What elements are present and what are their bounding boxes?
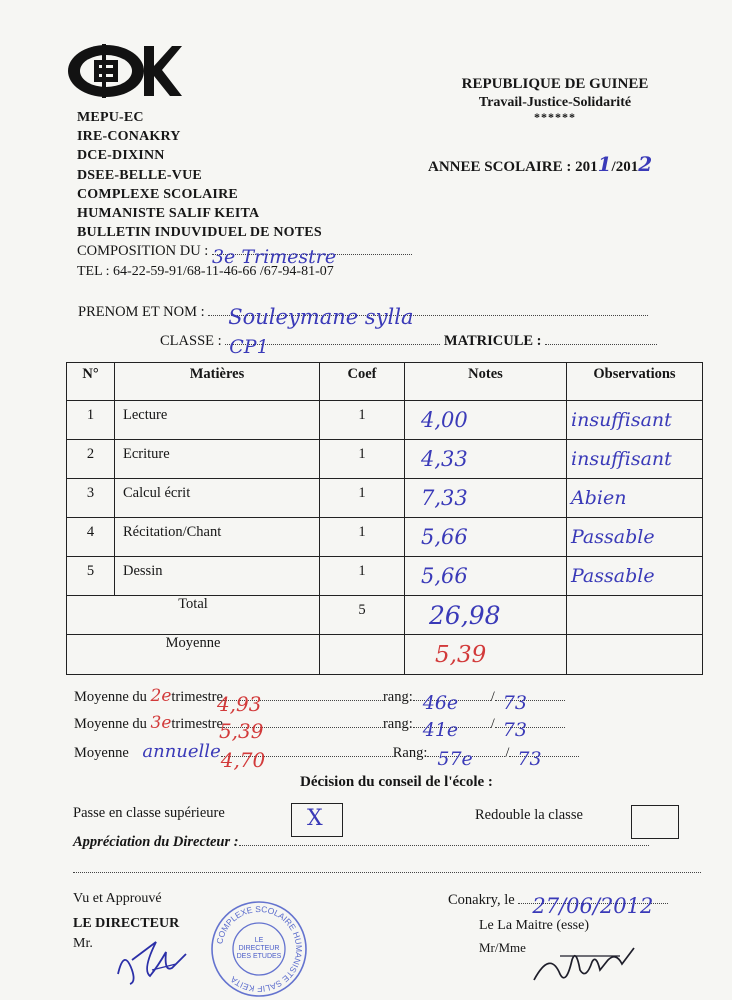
matricule-label: MATRICULE :: [443, 333, 542, 349]
average-value: 5,39: [405, 635, 567, 675]
total-coef: 5: [320, 596, 405, 635]
student-name-value: Souleymane sylla: [228, 305, 414, 329]
row-number: 4: [67, 518, 115, 557]
composition-label: COMPOSITION DU :: [77, 243, 209, 259]
row-number: 2: [67, 440, 115, 479]
stars: ******: [534, 110, 576, 124]
row-subject: Récitation/Chant: [115, 518, 320, 557]
row-number: 3: [67, 479, 115, 518]
header-line: IRE-CONAKRY: [77, 129, 181, 145]
header-observations: Observations: [567, 363, 703, 401]
motto: Travail-Justice-Solidarité: [478, 95, 632, 110]
header-number: N°: [67, 363, 115, 401]
row-subject: Dessin: [115, 557, 320, 596]
rank-label: rang:: [382, 716, 413, 732]
rank-value: 41e: [422, 719, 459, 741]
average-suffix: trimestre: [171, 716, 223, 732]
composition-value: 3e Trimestre: [211, 246, 337, 268]
republic-header: [420, 76, 690, 125]
repeat-label: Redouble la classe: [475, 807, 583, 823]
institution-header: [77, 108, 322, 242]
rank-label: Rang:: [392, 745, 428, 761]
school-year-digit: 2: [638, 152, 653, 176]
row-observation: Abien: [567, 479, 703, 518]
student-name-label: PRENOM ET NOM :: [78, 304, 205, 320]
rank-total: 73: [502, 719, 527, 741]
row-observation: Passable: [567, 518, 703, 557]
republic-name: REPUBLIQUE DE GUINEE: [461, 76, 649, 92]
svg-text:LE: LE: [254, 937, 264, 944]
total-value: 26,98: [405, 596, 567, 635]
class-label: CLASSE :: [160, 333, 222, 349]
row-number: 5: [67, 557, 115, 596]
total-row: [67, 596, 703, 635]
term2-average-line: Moyenne du 2etrimestre 4,93 rang: 46e / 73: [74, 686, 565, 706]
decision-title: Décision du conseil de l'école :: [300, 774, 493, 790]
director-appreciation-label: Appréciation du Directeur :: [73, 834, 239, 850]
class-line: [160, 333, 657, 358]
row-subject: Calcul écrit: [115, 479, 320, 518]
school-year-label: ANNEE SCOLAIRE : 201: [428, 159, 598, 175]
rank-total: 73: [502, 692, 527, 714]
director-title: LE DIRECTEUR: [73, 916, 180, 931]
stamp-ring-text: COMPLEXE SCOLAIRE HUMANISTE SALIF KEITA: [214, 903, 305, 995]
row-note: 4,00: [405, 401, 567, 440]
average-observation: [567, 635, 703, 675]
average-prefix: Moyenne du: [74, 689, 151, 705]
row-coef: 1: [320, 518, 405, 557]
school-year-mid: /201: [611, 159, 639, 175]
average-prefix: Moyenne: [74, 745, 133, 761]
annual-label: annuelle: [142, 741, 221, 762]
average-value: 4,70: [220, 748, 266, 772]
average-label: Moyenne: [67, 635, 320, 675]
table-row: [67, 401, 703, 440]
teacher-signature: [530, 930, 640, 990]
header-subject: Matières: [115, 363, 320, 401]
header-notes: Notes: [405, 363, 567, 401]
row-note: 5,66: [405, 557, 567, 596]
row-note: 4,33: [405, 440, 567, 479]
row-observation: Passable: [567, 557, 703, 596]
rank-value: 57e: [437, 748, 473, 770]
rank-total: 73: [517, 748, 542, 770]
average-value: 5,39: [218, 719, 264, 743]
director-signature: [112, 930, 202, 990]
composition-line: [77, 243, 412, 268]
rank-value: 46e: [422, 692, 459, 714]
annual-average-line: Moyenne annuelle 4,70 Rang: 57e / 73: [74, 741, 579, 762]
place-label: Conakry, le: [448, 892, 515, 908]
svg-text:DIRECTEUR: DIRECTEUR: [238, 945, 280, 952]
row-coef: 1: [320, 401, 405, 440]
header-line: MEPU-EC: [77, 110, 144, 125]
header-line: HUMANISTE SALIF KEITA: [77, 206, 260, 222]
svg-text:DES ETUDES: DES ETUDES: [236, 953, 282, 960]
grades-table: [66, 362, 702, 674]
row-observation: insuffisant: [567, 401, 703, 440]
teacher-mr: Mr/Mme: [479, 940, 526, 955]
row-subject: Lecture: [115, 401, 320, 440]
total-observation: [567, 596, 703, 635]
pass-check-mark: X: [307, 806, 323, 831]
header-line: DCE-DIXINN: [77, 148, 165, 164]
average-coef: [320, 635, 405, 675]
row-observation: insuffisant: [567, 440, 703, 479]
table-row: [67, 518, 703, 557]
bulletin-title: BULLETIN INDUVIDUEL DE NOTES: [77, 225, 322, 241]
school-year: [428, 152, 652, 176]
director-mr: Mr.: [73, 936, 93, 951]
row-number: 1: [67, 401, 115, 440]
header-coef: Coef: [320, 363, 405, 401]
student-name-line: [78, 304, 648, 329]
place-date-line: [448, 892, 668, 918]
rank-label: rang:: [382, 689, 413, 705]
telephone: TEL : 64-22-59-91/68-11-46-66 /67-94-81-07: [77, 264, 334, 279]
average-row: [67, 635, 703, 675]
header-line: DSEE-BELLE-VUE: [77, 167, 202, 183]
table-row: [67, 440, 703, 479]
school-year-digit: 1: [597, 152, 612, 176]
school-stamp: [203, 898, 315, 1000]
term-number: 3e: [150, 713, 172, 733]
pass-label: Passe en classe supérieure: [73, 805, 225, 821]
average-value: 4,93: [216, 692, 262, 716]
row-subject: Ecriture: [115, 440, 320, 479]
term-number: 2e: [150, 686, 172, 706]
total-label: Total: [67, 596, 320, 635]
school-logo: [64, 40, 184, 102]
row-coef: 1: [320, 440, 405, 479]
row-coef: 1: [320, 479, 405, 518]
table-row: [67, 479, 703, 518]
date-value: 27/06/2012: [532, 894, 654, 918]
row-note: 7,33: [405, 479, 567, 518]
table-row: [67, 557, 703, 596]
row-note: 5,66: [405, 518, 567, 557]
header-line: COMPLEXE SCOLAIRE: [77, 186, 238, 202]
director-appreciation: [73, 834, 649, 851]
teacher-title: Le La Maitre (esse): [479, 918, 589, 933]
average-prefix: Moyenne du: [74, 716, 151, 732]
pass-checkbox[interactable]: [291, 803, 343, 837]
appreciation-dots: [73, 860, 701, 878]
class-value: CP1: [229, 336, 269, 358]
term3-average-line: Moyenne du 3etrimestre 5,39 rang: 41e / 73: [74, 713, 565, 733]
row-coef: 1: [320, 557, 405, 596]
average-suffix: trimestre: [171, 689, 223, 705]
approved-label: Vu et Approuvé: [73, 891, 162, 906]
